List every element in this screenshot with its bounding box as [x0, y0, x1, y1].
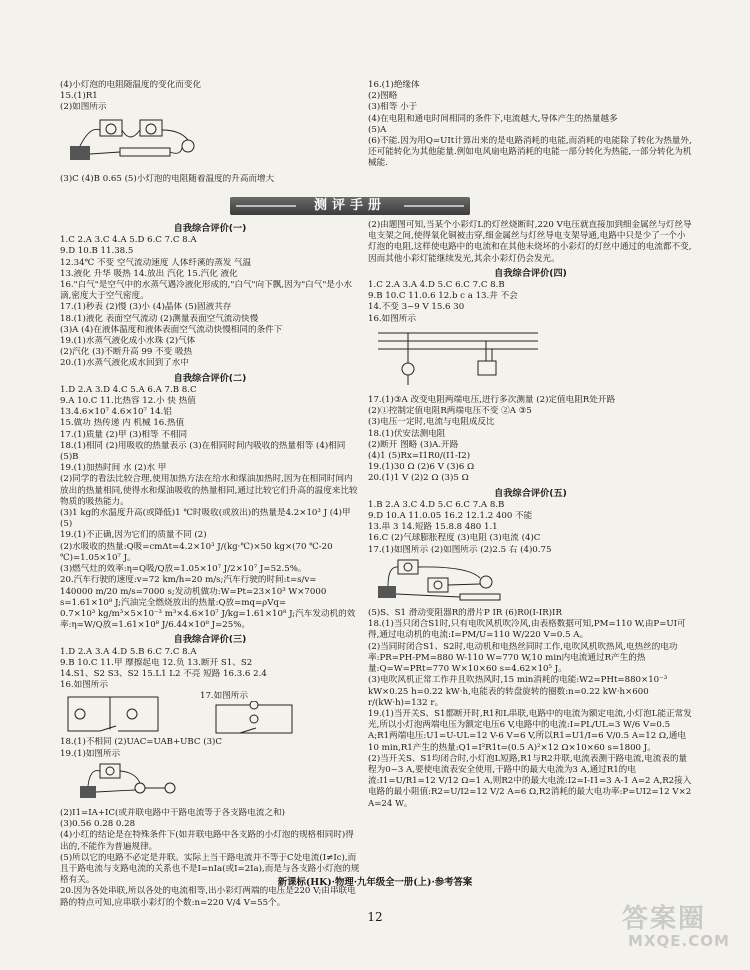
text-line: 14.不变 3~9 V 15.6 30: [368, 302, 465, 313]
text-line: (3)相等 小于: [368, 102, 418, 113]
page-number: 12: [367, 910, 383, 924]
left-column: [60, 80, 360, 185]
text-line: 20.因为各处串联,所以各处的电流相等,出小彩灯两端的电压是220 V;由串联电路的特点可知,应串联小彩灯的个数:n=220 V/4 V=55个。: [60, 886, 356, 908]
text-line: (4)小红的结论是在特殊条件下(如并联电路中各支路的小灯泡的规格相同时)得出的,不能作为普遍规律。: [60, 830, 354, 852]
text-line: (4)在电阻和通电时间相同的条件下,电流越大,导体产生的热量越多: [368, 113, 618, 124]
page-footer: 新课标(HK)·物理·九年级全一册(上)·参考答案: [277, 877, 473, 888]
text-line: (3)A (4)在液体温度和液体表面空气流动快慢相同的条件下: [60, 324, 283, 335]
text-line: 1.C 2.A 3.A 4.D 5.C 6.C 7.C 8.B: [368, 280, 505, 291]
text-line: (2)图略: [368, 91, 398, 102]
figure-label: 17.如图所示: [200, 691, 249, 702]
text-line: (2)如图所示: [60, 102, 107, 113]
text-line: 20.(1)1 V (2)2 Ω (3)5 Ω: [368, 473, 469, 484]
watermark-logo: [622, 898, 732, 960]
text-line: 9.A 10.C 11.比热容 12.小 快 热值: [60, 396, 196, 407]
text-line: 18.(1)伏安法测电阻: [368, 428, 446, 439]
text-line: 0.7×10³ kg/m³×5×10⁻³ m³×4.6×10⁷ J/kg=1.61×10⁸ J;汽车发动机的效率:η=W/Q放=1.61×10⁸ J/6.44×10⁸ J=25%。: [60, 608, 356, 631]
text-line: 17.(1)③A 改变电阻两端电压,进行多次测量 (2)定值电阻R处开路: [368, 395, 616, 406]
text-line: (6)不能.因为用Q=UIt计算出来的是电路消耗的电能,而消耗的电能除了转化为热量外,还可能转化为其他能量.例如电风扇电路消耗的电能一部分转化为热能,一部分转化为机械能.: [368, 136, 692, 169]
text-line: 18.(1)液化 表面空气流动 (2)测量表面空气流动快慢: [60, 313, 259, 324]
right-column-top: [368, 80, 693, 170]
text-line: (3)1 kg的水温度升高(或降低)1 ℃时吸收(或放出)的热量是4.2×10³ J (4)甲 (5): [60, 508, 351, 530]
text-line: (3)电吹风机正常工作并且吹热风时,15 min消耗的电能:W2=PHt=880×10⁻³ kW×0.25 h=0.22 kW·h,电能表的转盘旋转的圈数:n=0.22 kW·h×600 r/(kW·h)=132 r。: [368, 675, 668, 708]
text-line: (5)S、S1 滑动变阻器R的滑片P IR (6)R0(I-IR)IR: [368, 608, 562, 619]
text-line: (5)所以它的电路不必定是并联。实际上当干路电流并不等于C处电流(I≠Ic),而且干路电流与支路电流的关系也不是I=nIa(或I=2Ia),而是与各支路小灯泡的规格有关。: [60, 852, 360, 886]
text-line: 1.D 2.A 3.A 4.D 5.B 6.C 7.C 8.A: [60, 646, 197, 657]
text-line: 19.(1)加热时间 水 (2)水 甲: [60, 463, 167, 474]
section-title: 自我综合评价(一): [173, 223, 247, 234]
text-line: (2)同学的看法比较合理,使用加热方法在给水和煤油加热时,因为在相同时间内放出的热量相同,使得水和煤油吸收的热量相同,通过比较它们升高的温度来比较物质的吸热能力。: [60, 474, 358, 507]
text-line: 16.C (2)气球膨胀程度 (3)电阻 (3)电流 (4)C: [368, 533, 541, 544]
text-line: (2)①控制定值电阻R两端电压不变 ②A ③5: [368, 406, 532, 417]
text-line: (4)小灯泡的电阻随温度的变化而变化: [60, 80, 202, 90]
text-line: 140000 m/20 m/s=7000 s;发动机做功:W=Pt=23×10³ W×7000 s=1.61×10⁸ J;汽油完全燃烧放出的热量:Q放=mq=ρVq=: [60, 586, 327, 608]
text-line: (4)1 (5)Rx=I1R0/(I1-I2): [368, 451, 471, 462]
text-line: 15.(1)R1: [60, 91, 98, 102]
text-line: (2)当同时闭合S1、S2时,电动机和电热丝同时工作,电吹风机吹热风,电热丝的电功率:PR=PH-PM=880 W-110 W=770 W,10 min内电流通过R产生的热量:Q=W=PRt=770 W×10×60 s=4.62×10⁵ J。: [368, 641, 678, 675]
text-line: (3)C (4)B 0.65 (5)小灯泡的电阻随着温度的升高而增大: [60, 173, 275, 184]
circuit-figure-17-5: [368, 558, 518, 602]
section-title: 自我综合评价(五): [494, 487, 567, 499]
text-line: 9.D 10.B 11.38.5: [60, 246, 134, 257]
text-line: 13.4.6×10⁷ 4.6×10⁷ 14.铝: [60, 407, 172, 418]
banner-title: 测评手册: [313, 198, 386, 213]
circuit-figure-16: [60, 691, 170, 737]
text-line: 20.(1)水蒸气液化成水回到了水中: [60, 358, 189, 369]
text-line: (2)当开关S、S1均闭合时,小灯泡L短路,R1与R2并联,电流表测干路电流,电流表的量程为0~3 A,要使电流表安全使用,干路中的最大电流为3 A,通过R1的电流:I1=U/R1=12 V/12 Ω=1 A,则R2中的最大电流:I2=I-I1=3 A-1 A=2 A,R2接入电路的最小阻值:R2=U/I2=12 V/2 A=6 Ω,R2消耗的最大电功率:P=UI2=12 V×2 A=24 W。: [368, 753, 692, 809]
text-line: 18.(1)当只闭合S1时,只有电吹风机吹冷风,由表格数据可知,PM=110 W,由P=UI可得,通过电动机的电流:I=PM/U=110 W/220 V=0.5 A。: [368, 619, 686, 641]
text-line: 19.(1)水蒸气液化成小水珠 (2)气体: [60, 336, 196, 347]
text-line: 1.C 2.A 3.C 4.A 5.D 6.C 7.C 8.A: [60, 235, 197, 246]
text-line: 18.(1)相同 (2)用吸收的热量表示 (3)在相同时间内吸收的热量相等 (4)相同 (5)B: [60, 440, 346, 463]
circuit-figure-17: [210, 701, 300, 737]
left-column-lower: [60, 220, 360, 909]
text-line: (3)0.56 0.28 0.28: [60, 819, 136, 830]
text-line: (2)水吸收的热量:Q吸=cmΔt=4.2×10³ J/(kg·℃)×50 kg×(70 ℃-20 ℃)=1.05×10⁷ J。: [60, 541, 333, 563]
right-column-lower: [368, 220, 693, 810]
text-line: 19.(1)30 Ω (2)6 V (3)6 Ω: [368, 462, 475, 473]
text-line: 13.液化 升华 吸热 14.放出 汽化 15.汽化 液化: [60, 268, 238, 279]
section-banner: [230, 197, 470, 215]
text-line: 12.34℃ 不变 空气流动速度 人体纤溪的蒸发 气温: [60, 257, 252, 268]
section-title: 自我综合评价(三): [173, 634, 247, 646]
text-line: (2)由题图可知,当某个小彩灯L的灯丝烧断时,220 V电压就直接加到细金属丝与灯丝导电支架之间,使得氧化铜被击穿,细金属丝与灯丝导电支架导通,电路中只是少了一个小灯泡的电阻,这样使电路中的电流和在其他未烧坏的小彩灯的灯丝中通过的电流都不变,因而其他小彩灯能继续发光,其余小彩灯仍会发光。: [368, 220, 692, 264]
text-line: 19.(1)不正确,因为它们的质量不同 (2): [60, 530, 207, 541]
circuit-figure-15: [60, 116, 220, 168]
text-line: 14.S1、S2 S3、S2 15.L1 L2 不亮 短路 16.3.6 2.4: [60, 668, 267, 679]
text-line: (2)断开 图略 (3)A.开路: [368, 439, 459, 450]
text-line: 17.(1)质量 (2)甲 (3)相等 不相同: [60, 429, 188, 440]
text-line: 18.(1)不相同 (2)UAC=UAB+UBC (3)C: [60, 737, 222, 748]
text-line: 9.B 10.C 11.甲 摩擦起电 12.负 13.断开 S1、S2: [60, 657, 253, 668]
text-line: 17.(1)如图所示 (2)如图所示 (2)2.5 右 (4)0.75: [368, 544, 552, 555]
text-line: (5)A: [368, 124, 387, 135]
text-line: 19.(1)当开关S、S1都断开时,R1和L串联,电路中的电流为额定电流,小灯泡L能正常发光,所以小灯泡两端电压为额定电压6 V,电路中的电流:I=PL/UL=3 W/6 V=0.5 A;R1两端电压:U1=U-UL=12 V-6 V=6 V,所以R1=U1/I=6 V/0.5 A=12 Ω,通电10 min,R1产生的热量:Q1=I²R1t=(0.5 A)²×12 Ω×10×60 s=1800 J。: [368, 708, 692, 753]
text-line: 16.如图所示: [60, 680, 109, 691]
text-line: 9.B 10.C 11.0.6 12.b c a 13.并 不会: [368, 291, 518, 302]
text-line: 20.汽车行驶的速度:v=72 km/h=20 m/s;汽车行驶的时间:t=s/v=: [60, 575, 317, 586]
household-circuit-figure: [368, 327, 548, 389]
figure-row-16-17: [60, 691, 360, 737]
section-title: 自我综合评价(四): [494, 267, 567, 279]
text-line: 15.做功 热传递 内 机械 16.热值: [60, 418, 185, 429]
circuit-figure-19: [60, 762, 200, 802]
section-title: 自我综合评价(二): [173, 372, 247, 384]
text-line: 1.B 2.A 3.C 4.D 5.C 6.C 7.A 8.B: [368, 499, 505, 510]
text-line: 19.(1)如图所示: [60, 748, 121, 759]
text-line: 1.D 2.A 3.D 4.C 5.A 6.A 7.B 8.C: [60, 384, 197, 395]
text-line: 16.如图所示: [368, 313, 417, 324]
text-line: (2)汽化 (3)不断升高 99 不变 吸热: [60, 347, 193, 358]
watermark-url: MXQE.COM: [628, 932, 730, 950]
text-line: (3)电压一定时,电流与电阻成反比: [368, 417, 495, 428]
text-line: 9.D 10.A 11.0.05 16.2 12.1.2 400 不能: [368, 511, 533, 522]
text-line: 16.(1)绝缘体: [368, 80, 420, 90]
text-line: (3)燃气灶的效率:η=Q吸/Q放=1.05×10⁷ J/2×10⁷ J=52.5%。: [60, 564, 307, 575]
text-line: 16."白气"是空气中的水蒸气遇冷液化形成的,"白气"向下飘,因为"白气"是小水滴,密度大于空气密度。: [60, 280, 353, 302]
text-line: 17.(1)秒表 (2)慢 (3)小 (4)晶体 (5)固液共存: [60, 302, 232, 313]
text-line: 13.串 3 14.短路 15.8.8 480 1.1: [368, 522, 498, 533]
watermark-text: 答案圈: [622, 904, 707, 934]
text-line: (2)I1=IA+IC(或并联电路中干路电流等于各支路电流之和): [60, 807, 285, 818]
